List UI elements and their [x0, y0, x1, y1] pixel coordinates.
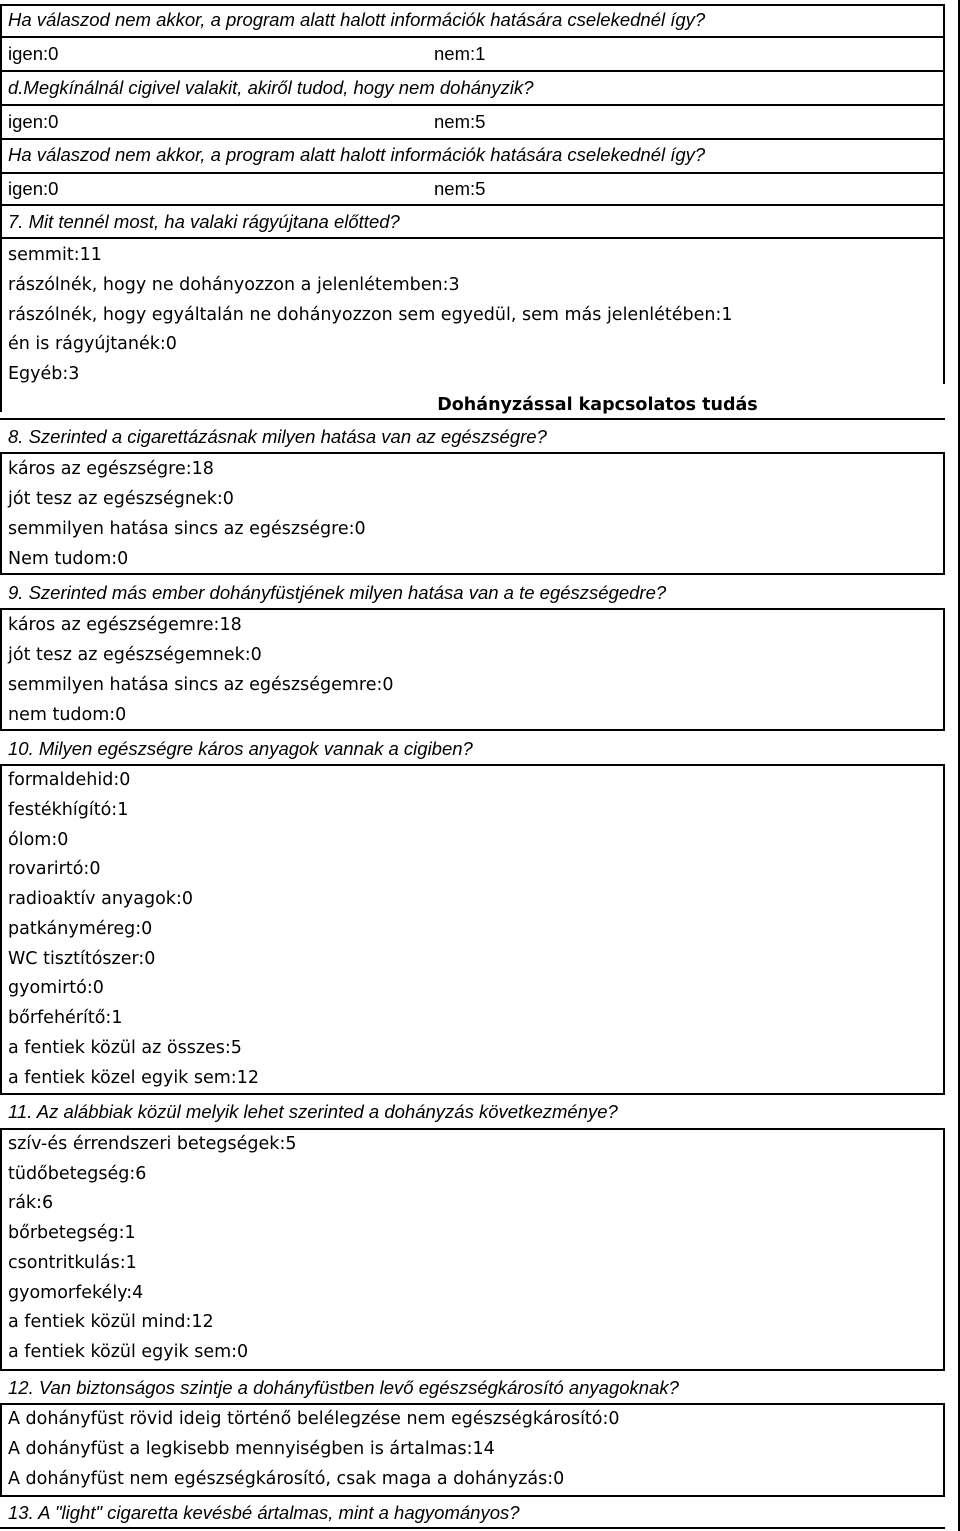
question-d: d.Megkínálnál cigivel valakit, akiről tudod, hogy nem dohányzik? [8, 77, 534, 98]
no-count: nem:1 [434, 43, 486, 64]
q7-answer: én is rágyújtanék:0 [8, 334, 177, 354]
q12-answer: A dohányfüst nem egészségkárosító, csak maga a dohányzás:0 [8, 1469, 565, 1489]
q10-answer: bőrfehérítő:1 [8, 1008, 123, 1028]
no-count: nem:5 [434, 111, 486, 132]
q10-answer: festékhígító:1 [8, 800, 129, 820]
right-border [943, 4, 945, 384]
q11-answer: csontritkulás:1 [8, 1253, 137, 1273]
bottom-border [0, 1527, 945, 1529]
yes-no-row-2 [8, 107, 908, 137]
q10-answer: a fentiek közel egyik sem:12 [8, 1068, 259, 1088]
q11-answer: a fentiek közül egyik sem:0 [8, 1342, 249, 1362]
q10-answer: WC tisztítószer:0 [8, 949, 156, 969]
followup-question-2: Ha válaszod nem akkor, a program alatt halott információk hatására cselekednél így? [8, 144, 706, 165]
yes-count: igen:0 [8, 43, 59, 64]
q7-answer: rászólnék, hogy egyáltalán ne dohányozzon sem egyedül, sem más jelenlétében:1 [8, 305, 733, 325]
q10-answer: formaldehid:0 [8, 770, 131, 790]
q9-answer: semmilyen hatása sincs az egészségemre:0 [8, 675, 394, 695]
question-12: 12. Van biztonságos szintje a dohányfüstben levő egészségkárosító anyagoknak? [8, 1377, 679, 1398]
question-11: 11. Az alábbiak közül melyik lehet szerinted a dohányzás következménye? [8, 1101, 618, 1122]
question-7: 7. Mit tennél most, ha valaki rágyújtana előtted? [8, 211, 400, 232]
q10-answer: patkányméreg:0 [8, 919, 153, 939]
q8-answer: semmilyen hatása sincs az egészségre:0 [8, 519, 366, 539]
q9-answer: nem tudom:0 [8, 705, 127, 725]
question-9: 9. Szerinted más ember dohányfüstjének milyen hatása van a te egészségedre? [8, 582, 667, 603]
followup-question-1: Ha válaszod nem akkor, a program alatt halott információk hatására cselekednél így? [8, 9, 706, 30]
question-13: 13. A "light" cigaretta kevésbé ártalmas, mint a hagyományos? [8, 1502, 520, 1523]
left-border [0, 4, 2, 412]
section-title: Dohányzással kapcsolatos tudás [437, 395, 758, 415]
q10-answer: radioaktív anyagok:0 [8, 889, 193, 909]
q12-answer: A dohányfüst a legkisebb mennyiségben is ártalmas:14 [8, 1439, 495, 1459]
q11-answer: bőrbetegség:1 [8, 1223, 136, 1243]
row-divider [0, 36, 945, 38]
q8-answer: Nem tudom:0 [8, 549, 129, 569]
q8-answer: jót tesz az egészségnek:0 [8, 489, 234, 509]
q11-answer: gyomorfekély:4 [8, 1283, 144, 1303]
yes-no-row-3 [8, 174, 908, 204]
section-divider [0, 418, 945, 420]
row-divider [0, 204, 945, 206]
row-divider [0, 237, 945, 239]
yes-count: igen:0 [8, 178, 59, 199]
q9-answer: jót tesz az egészségemnek:0 [8, 645, 262, 665]
yes-count: igen:0 [8, 111, 59, 132]
q10-answer: rovarirtó:0 [8, 859, 101, 879]
q10-answer: a fentiek közül az összes:5 [8, 1038, 242, 1058]
q7-answer: rászólnék, hogy ne dohányozzon a jelenlétemben:3 [8, 275, 460, 295]
q11-answer: rák:6 [8, 1193, 54, 1213]
question-8: 8. Szerinted a cigarettázásnak milyen hatása van az egészségre? [8, 426, 547, 447]
q11-answer: szív-és érrendszeri betegségek:5 [8, 1134, 297, 1154]
q9-answer: káros az egészségemre:18 [8, 615, 242, 635]
row-divider [0, 104, 945, 106]
q12-answer: A dohányfüst rövid ideig történő belélegzése nem egészségkárosító:0 [8, 1409, 620, 1429]
no-count: nem:5 [434, 178, 486, 199]
yes-no-row-1 [8, 39, 908, 69]
q11-answer: a fentiek közül mind:12 [8, 1312, 214, 1332]
q10-answer: gyomirtó:0 [8, 978, 104, 998]
q10-answer: ólom:0 [8, 830, 69, 850]
q11-answer: tüdőbetegség:6 [8, 1164, 147, 1184]
question-10: 10. Milyen egészségre káros anyagok vannak a cigiben? [8, 738, 473, 759]
q7-answer: Egyéb:3 [8, 364, 80, 384]
q7-answer: semmit:11 [8, 245, 102, 265]
q8-answer: káros az egészségre:18 [8, 459, 214, 479]
row-divider [0, 70, 945, 72]
